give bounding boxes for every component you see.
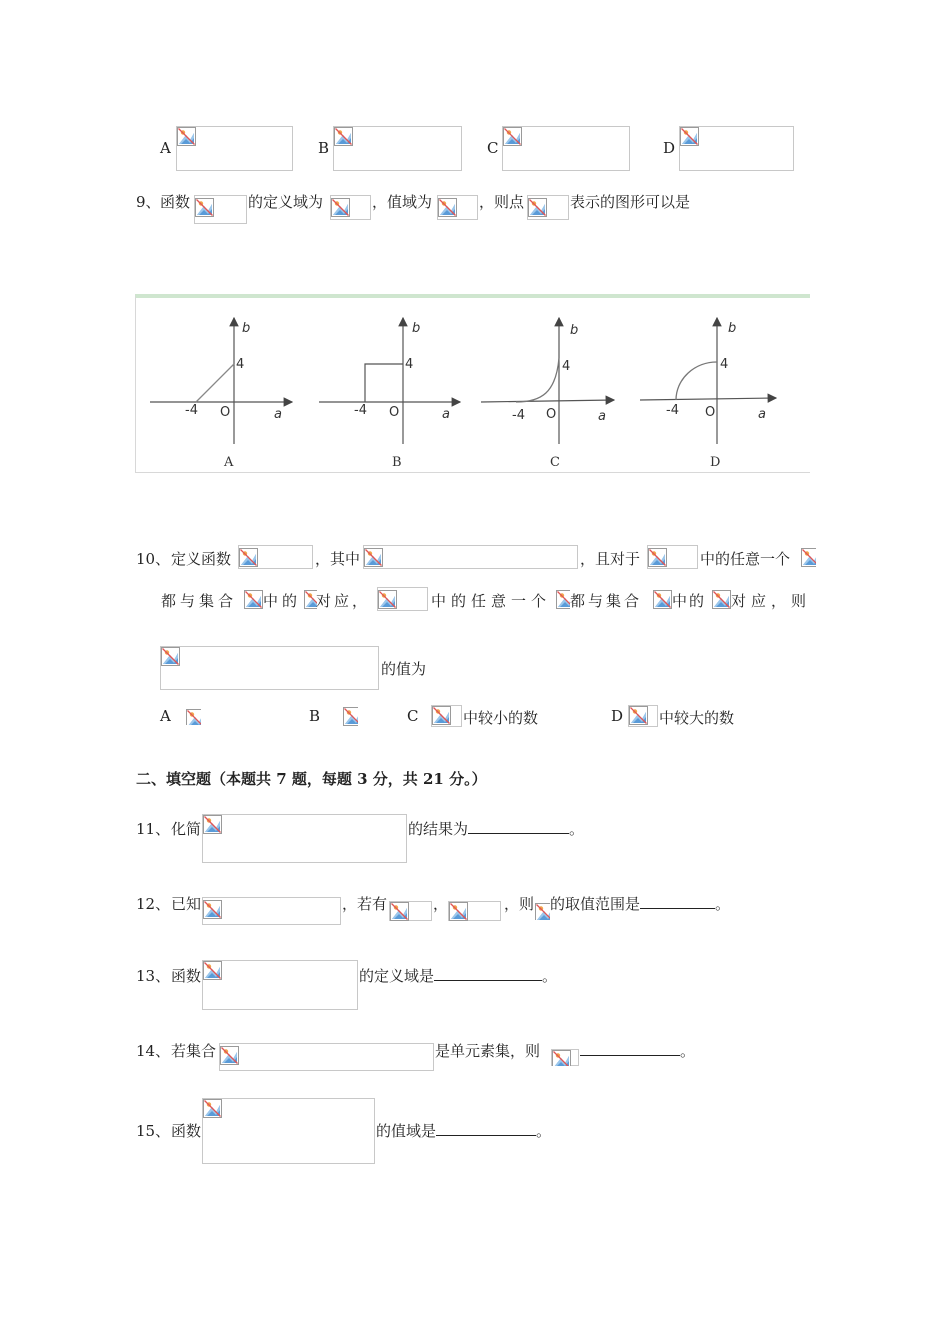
q12-text: ，则: [504, 895, 535, 913]
q10-option-c-text: 中较小的数: [463, 709, 539, 727]
q11-text: 的结果为: [408, 820, 469, 838]
q10-text: 定义函数: [171, 550, 232, 568]
q14-text: 。: [680, 1042, 696, 1060]
q12-formula-image: [448, 901, 501, 921]
q10-text: 都与集合: [570, 592, 643, 610]
q14-answer-line: [580, 1040, 695, 1061]
x-axis-label: a: [758, 407, 766, 422]
tick-pos-label: 4: [720, 357, 729, 372]
q9-formula-image: [527, 195, 569, 220]
q15-formula-image: [202, 1098, 375, 1164]
q12-text: ，若有: [342, 895, 388, 913]
broken-image-icon: [195, 198, 214, 217]
q11-text: 化简: [171, 820, 202, 838]
q9-text: ，值域为: [372, 193, 433, 211]
q8-option-label-c: C: [487, 139, 499, 157]
broken-image-icon: [535, 903, 550, 920]
q14-formula-image: [219, 1043, 434, 1071]
answer-blank[interactable]: [434, 966, 542, 981]
tick-neg-label: -4: [512, 408, 525, 423]
graph-label-b: B: [392, 455, 402, 470]
y-axis-label: b: [412, 321, 421, 336]
broken-image-icon: [390, 902, 409, 921]
q10-option-c-image: [431, 705, 462, 727]
q12-answer-line: [550, 893, 730, 914]
broken-image-icon: [364, 548, 383, 567]
graph-c: [481, 318, 614, 470]
graph-b: [319, 318, 460, 470]
q14-number: 14、: [136, 1042, 171, 1060]
broken-image-icon: [220, 1046, 239, 1065]
q12-formula-image: [389, 901, 432, 921]
tick-neg-label: -4: [666, 403, 679, 418]
broken-image-icon: [712, 590, 731, 609]
q15-answer-line: [376, 1120, 551, 1141]
graph-b-region: [365, 364, 403, 402]
q10-option-label-c: C: [407, 707, 419, 725]
y-axis-label: b: [570, 323, 579, 338]
q14-text: 是单元素集，则: [435, 1042, 541, 1060]
broken-image-icon: [653, 590, 672, 609]
q9-text: 表示的图形可以是: [570, 193, 691, 211]
q8-option-a-image: [176, 126, 293, 171]
broken-image-icon: [629, 706, 648, 725]
q8-option-b-image: [333, 126, 462, 171]
x-axis-label: a: [442, 407, 450, 422]
broken-image-icon: [177, 127, 196, 146]
q12-text: 。: [715, 895, 731, 913]
q10-formula-image: [363, 545, 578, 569]
q9-formula-image: [194, 195, 247, 224]
q10-text: ，且对于: [580, 550, 641, 568]
broken-image-icon: [331, 198, 350, 217]
q13-text: 函数: [171, 967, 202, 985]
q10-formula-image: [238, 545, 313, 569]
graph-d: [640, 318, 776, 470]
q12-text: ，: [433, 895, 449, 913]
y-axis-label: b: [728, 321, 737, 336]
q15-text: 。: [536, 1122, 552, 1140]
q9-number: 9、: [136, 193, 161, 211]
broken-image-icon: [186, 709, 201, 725]
origin-label: O: [389, 405, 400, 420]
q10-text: 中的: [263, 592, 302, 610]
q10-option-d-image: [628, 705, 658, 727]
broken-image-icon: [552, 1050, 571, 1066]
answer-blank[interactable]: [580, 1041, 680, 1056]
q10-text: 中的任意一个: [431, 592, 552, 610]
broken-image-icon: [203, 815, 222, 834]
broken-image-icon: [438, 198, 457, 217]
answer-blank[interactable]: [436, 1121, 536, 1136]
q10-text: 的值为: [381, 660, 427, 678]
q15-text: 的值域是: [376, 1122, 437, 1140]
q9-graph-options: [135, 294, 810, 473]
broken-image-icon: [244, 590, 263, 609]
q10-formula-image: [377, 587, 428, 611]
q11-number: 11、: [136, 820, 171, 838]
q12-number: 12、: [136, 895, 171, 913]
graph-a: [150, 318, 292, 470]
graph-d-curve: [676, 362, 717, 400]
q11-answer-line: [408, 818, 584, 839]
broken-image-icon: [432, 706, 451, 725]
q13-number: 13、: [136, 967, 171, 985]
x-axis-label: a: [598, 409, 606, 424]
q11-text: 。: [569, 820, 585, 838]
broken-image-icon: [203, 961, 222, 980]
q10-option-label-d: D: [611, 707, 624, 725]
q15-number: 15、: [136, 1122, 171, 1140]
q9-formula-image: [437, 195, 478, 220]
q10-text: ，其中: [315, 550, 361, 568]
broken-image-icon: [343, 707, 358, 726]
tick-pos-label: 4: [405, 357, 414, 372]
q14-text: 若集合: [171, 1042, 217, 1060]
graph-label-d: D: [710, 455, 721, 470]
tick-pos-label: 4: [562, 359, 571, 374]
broken-image-icon: [449, 902, 468, 921]
q10-text: 中的任意一个: [700, 550, 791, 568]
origin-label: O: [546, 407, 557, 422]
q12-formula-image: [202, 897, 341, 925]
broken-image-icon: [801, 548, 816, 567]
graph-label-a: A: [224, 455, 234, 470]
origin-label: O: [220, 405, 231, 420]
graph-c-curve: [516, 358, 559, 402]
origin-label: O: [705, 405, 716, 420]
tick-pos-label: 4: [236, 357, 245, 372]
q10-formula-image: [647, 545, 698, 569]
broken-image-icon: [334, 127, 353, 146]
y-axis-label: b: [242, 321, 251, 336]
q15-text: 函数: [171, 1122, 202, 1140]
tick-neg-label: -4: [185, 403, 198, 418]
q9-text: 函数: [160, 193, 191, 211]
q12-text: 已知: [171, 895, 202, 913]
broken-image-icon: [503, 127, 522, 146]
q10-text: 对应，则: [731, 592, 812, 610]
q10-text: 中的: [672, 592, 707, 610]
answer-blank[interactable]: [640, 894, 715, 909]
section-2-heading: 二、填空题（本题共 7 题，每题 3 分，共 21 分。）: [136, 770, 487, 788]
q12-text: 的取值范围是: [550, 895, 641, 913]
q9-formula-image: [330, 195, 371, 220]
broken-image-icon: [378, 590, 397, 609]
q8-option-label-d: D: [663, 139, 676, 157]
q10-option-label-a: A: [160, 707, 171, 725]
q14-formula-image: [551, 1049, 579, 1066]
broken-image-icon: [556, 590, 570, 609]
q13-text: 。: [542, 967, 558, 985]
q13-answer-line: [359, 965, 557, 986]
q10-number: 10、: [136, 550, 171, 568]
broken-image-icon: [161, 647, 180, 666]
q8-option-c-image: [502, 126, 630, 171]
q11-formula-image: [202, 814, 407, 863]
broken-image-icon: [239, 548, 258, 567]
broken-image-icon: [680, 127, 699, 146]
graphs-svg: [136, 298, 811, 473]
q10-option-d-text: 中较大的数: [659, 709, 735, 727]
graph-a-curve: [196, 364, 234, 402]
broken-image-icon: [528, 198, 547, 217]
broken-image-icon: [203, 900, 222, 919]
graph-label-c: C: [550, 455, 560, 470]
tick-neg-label: -4: [354, 403, 367, 418]
answer-blank[interactable]: [468, 819, 569, 834]
q9-text: 的定义域为: [248, 193, 324, 211]
q13-text: 的定义域是: [359, 967, 435, 985]
q10-formula-image: [160, 646, 379, 690]
q8-option-label-a: A: [160, 139, 171, 157]
q10-text: 对应，: [316, 592, 371, 610]
broken-image-icon: [648, 548, 667, 567]
q9-text: ，则点: [479, 193, 525, 211]
x-axis-label: a: [274, 407, 282, 422]
q13-formula-image: [202, 960, 358, 1010]
q8-option-label-b: B: [318, 139, 330, 157]
q8-option-d-image: [679, 126, 794, 171]
q10-option-label-b: B: [309, 707, 321, 725]
broken-image-icon: [203, 1099, 222, 1118]
q10-text: 都与集合: [161, 592, 238, 610]
